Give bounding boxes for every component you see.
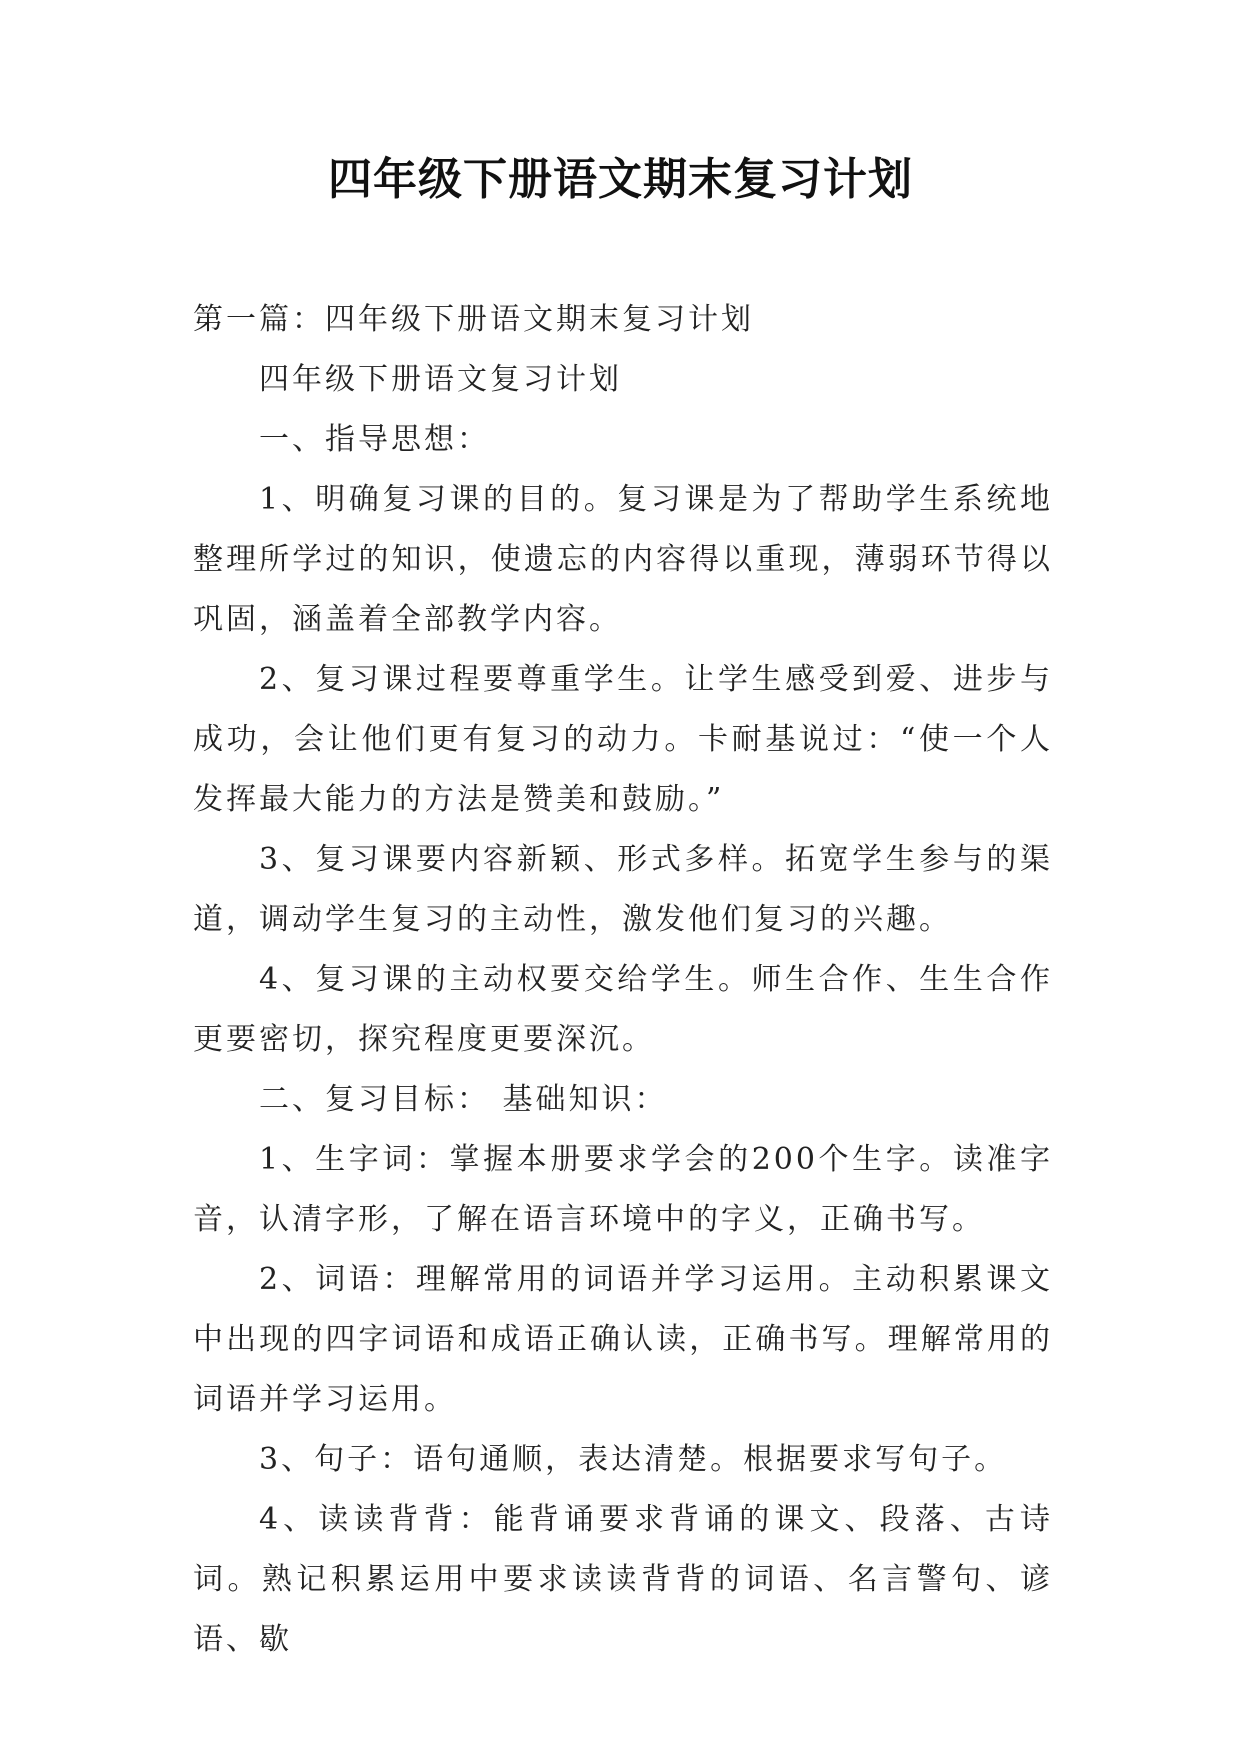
paragraph-subtitle: 四年级下册语文复习计划: [259, 362, 622, 397]
document-title: 四年级下册语文期末复习计划: [328, 154, 913, 205]
paragraph-item: 1、明确复习课的目的。复习课是为了帮助学生系统地整理所学过的知识，使遗忘的内容得以重现，薄弱环节得以巩固，涵盖着全部教学内容。: [193, 482, 1053, 637]
paragraph-item: 2、复习课过程要尊重学生。让学生感受到爱、进步与成功，会让他们更有复习的动力。卡耐基说过：“使一个人发挥最大能力的方法是赞美和鼓励。”: [193, 662, 1053, 817]
paragraph-item: 2、词语：理解常用的词语并学习运用。主动积累课文中出现的四字词语和成语正确认读，正确书写。理解常用的词语并学习运用。: [193, 1262, 1053, 1417]
paragraph-item: 4、复习课的主动权要交给学生。师生合作、生生合作更要密切，探究程度更要深沉。: [193, 962, 1053, 1057]
paragraph-item: 4、读读背背：能背诵要求背诵的课文、段落、古诗词。熟记积累运用中要求读读背背的词语、名言警句、谚语、歇: [193, 1502, 1053, 1657]
paragraph-section-1: 一、指导思想：: [259, 422, 490, 457]
paragraph-section-2: 二、复习目标： 基础知识：: [259, 1082, 668, 1117]
paragraph-item: 3、句子：语句通顺，表达清楚。根据要求写句子。: [259, 1442, 1008, 1477]
paragraph-item: 3、复习课要内容新颖、形式多样。拓宽学生参与的渠道，调动学生复习的主动性，激发他们复习的兴趣。: [193, 842, 1053, 937]
document-body: [193, 290, 1053, 1670]
paragraph-item: 1、生字词：掌握本册要求学会的200个生字。读准字音，认清字形，了解在语言环境中的字义，正确书写。: [193, 1142, 1053, 1237]
paragraph-heading: 第一篇：四年级下册语文期末复习计划: [193, 302, 754, 337]
